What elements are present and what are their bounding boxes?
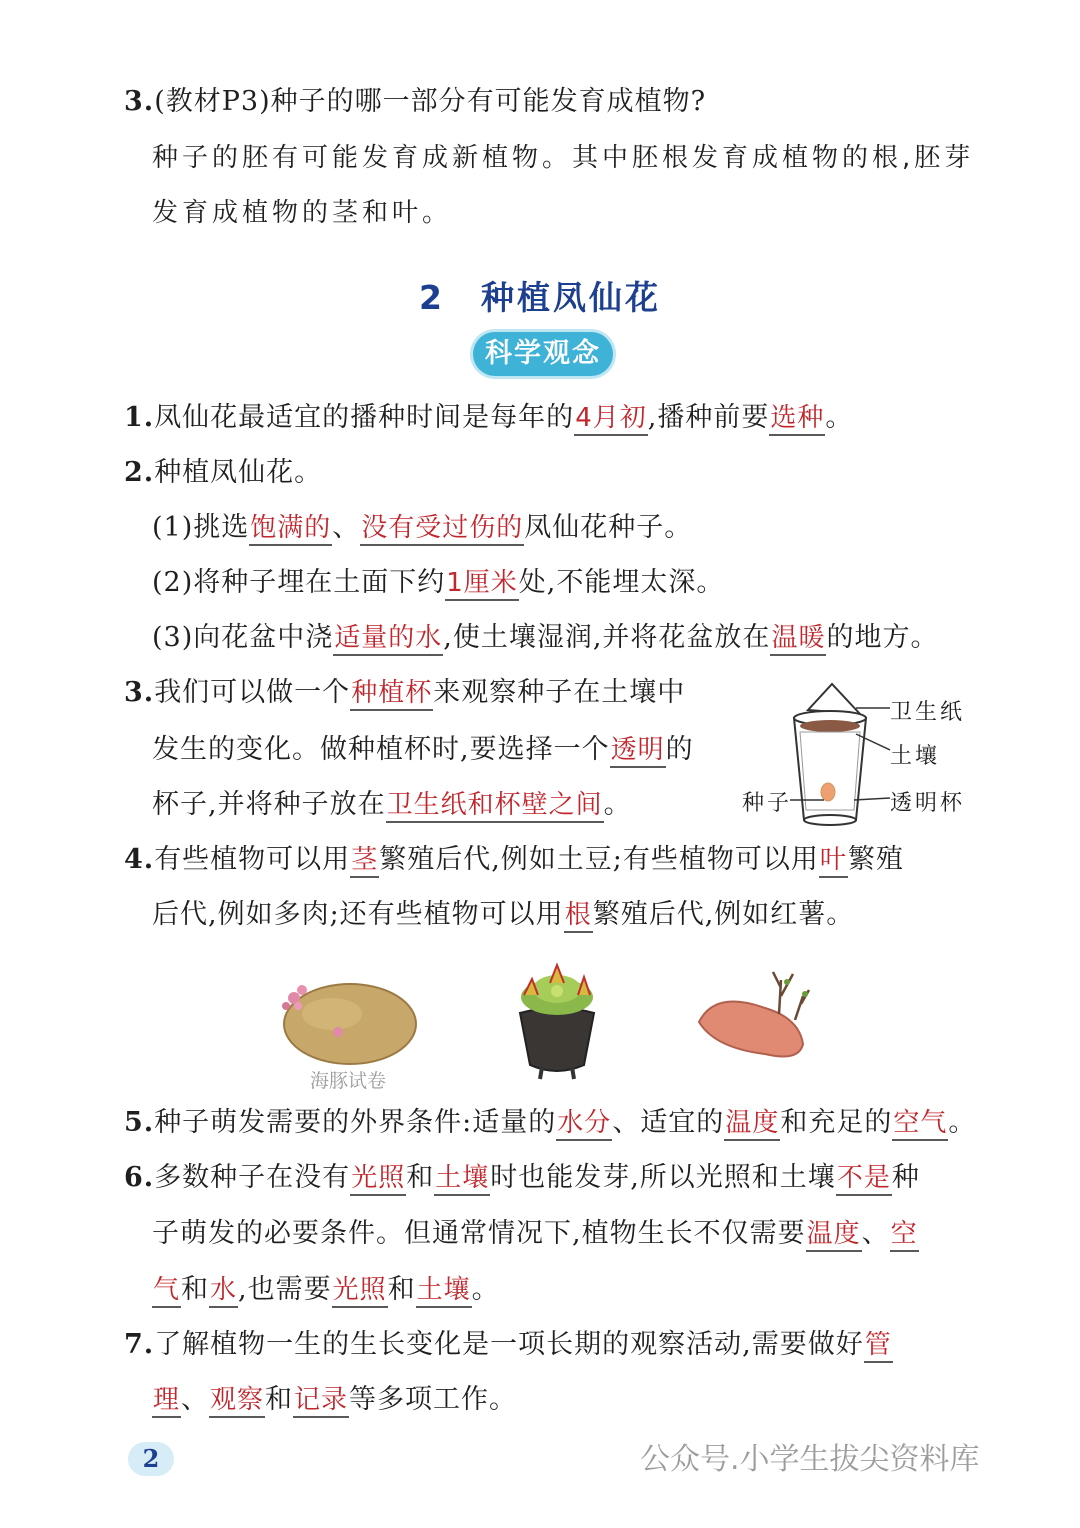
answer-blank: 光照 xyxy=(350,1163,406,1196)
answer-blank: 观察 xyxy=(209,1385,265,1418)
item-3-line-3: 杯子,并将种子放在卫生纸和杯壁之间。 xyxy=(152,785,632,825)
prev-question-3: 3.(教材P3)种子的哪一部分有可能发育成植物? xyxy=(124,86,707,117)
item-4-line-1: 4.有些植物可以用茎繁殖后代,例如土豆;有些植物可以用叶繁殖 xyxy=(124,840,904,880)
item-3-line-1: 3.我们可以做一个种植杯来观察种子在土壤中 xyxy=(124,673,685,713)
answer-blank: 空气 xyxy=(892,1108,948,1141)
item-2-sub-2: (2)将种子埋在土面下约1厘米处,不能埋太深。 xyxy=(152,563,724,603)
item-3-line-2: 发生的变化。做种植杯时,要选择一个透明的 xyxy=(152,730,694,770)
item-4-line-2: 后代,例如多肉;还有些植物可以用根繁殖后代,例如红薯。 xyxy=(152,895,854,935)
prev-answer-line-1: 种子的胚有可能发育成新植物。其中胚根发育成植物的根,胚芽 xyxy=(152,143,975,173)
image-watermark: 海豚试卷 xyxy=(310,1070,387,1092)
answer-blank: 没有受过伤的 xyxy=(360,513,524,546)
item-6-line-2: 子萌发的必要条件。但通常情况下,植物生长不仅需要温度、空 xyxy=(152,1214,919,1254)
answer-blank: 1厘米 xyxy=(445,568,519,601)
section-title: 2 种植凤仙花 xyxy=(419,278,661,317)
answer-blank: 选种 xyxy=(769,403,825,436)
answer-blank: 记录 xyxy=(293,1385,349,1418)
answer-blank: 管 xyxy=(864,1330,893,1363)
answer-blank: 温度 xyxy=(806,1219,862,1252)
seed-leader-line xyxy=(790,790,830,810)
sweet-potato-image xyxy=(695,960,815,1070)
item-2: 2.种植凤仙花。 xyxy=(124,457,323,488)
item-2-sub-3: (3)向花盆中浇适量的水,使土壤湿润,并将花盆放在温暖的地方。 xyxy=(152,618,938,658)
answer-blank: 温暖 xyxy=(770,623,826,656)
answer-blank: 水分 xyxy=(556,1108,612,1141)
answer-blank: 卫生纸和杯壁之间 xyxy=(386,790,604,823)
answer-blank: 叶 xyxy=(819,845,848,878)
answer-blank: 理 xyxy=(152,1385,181,1418)
section-badge: 科学观念 xyxy=(473,332,613,376)
page-number: 2 xyxy=(128,1442,174,1476)
prev-question-text: (教材P3)种子的哪一部分有可能发育成植物? xyxy=(154,86,707,117)
answer-blank: 茎 xyxy=(350,845,379,878)
label-toilet-paper: 卫生纸 xyxy=(890,700,966,725)
answer-blank: 饱满的 xyxy=(249,513,332,546)
item-2-sub-1: (1)挑选饱满的、没有受过伤的凤仙花种子。 xyxy=(152,508,692,548)
answer-blank: 光照 xyxy=(332,1275,388,1308)
footer-account-name: 公众号.小学生拔尖资料库 xyxy=(640,1442,980,1477)
label-soil: 土壤 xyxy=(890,744,941,769)
answer-blank: 气 xyxy=(152,1275,181,1308)
item-1: 1.凤仙花最适宜的播种时间是每年的4月初,播种前要选种。 xyxy=(124,398,853,438)
succulent-image xyxy=(512,955,602,1080)
answer-blank: 4月初 xyxy=(574,403,648,436)
answer-blank: 不是 xyxy=(836,1163,892,1196)
answer-blank: 种植杯 xyxy=(350,678,433,711)
answer-blank: 温度 xyxy=(724,1108,780,1141)
answer-blank: 适量的水 xyxy=(333,623,443,656)
answer-blank: 水 xyxy=(209,1275,238,1308)
answer-blank: 透明 xyxy=(610,735,666,768)
answer-blank: 土壤 xyxy=(434,1163,490,1196)
label-transparent-cup: 透明杯 xyxy=(890,791,966,816)
potato-image xyxy=(272,968,422,1068)
item-7-line-1: 7.了解植物一生的生长变化是一项长期的观察活动,需要做好管 xyxy=(124,1325,893,1365)
item-6-line-1: 6.多数种子在没有光照和土壤时也能发芽,所以光照和土壤不是种 xyxy=(124,1158,920,1198)
item-7-line-2: 理、观察和记录等多项工作。 xyxy=(152,1380,517,1420)
answer-blank: 根 xyxy=(564,900,593,933)
label-seed: 种子 xyxy=(742,791,793,816)
item-6-line-3: 气和水,也需要光照和土壤。 xyxy=(152,1270,500,1310)
answer-blank: 空 xyxy=(890,1219,919,1252)
item-5: 5.种子萌发需要的外界条件:适量的水分、适宜的温度和充足的空气。 xyxy=(124,1103,976,1143)
prev-answer-line-2: 发育成植物的茎和叶。 xyxy=(152,198,453,228)
answer-blank: 土壤 xyxy=(416,1275,472,1308)
